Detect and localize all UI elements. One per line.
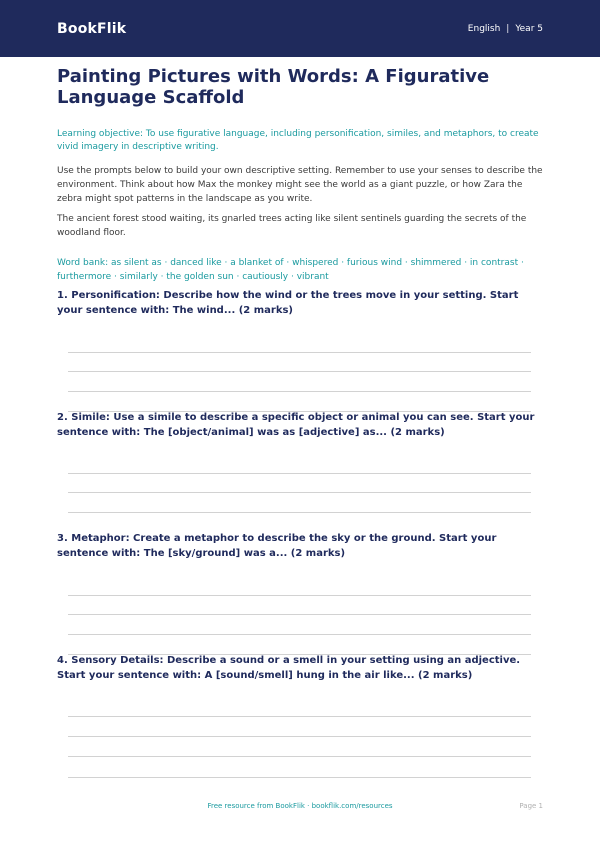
answer-line[interactable] (68, 352, 531, 353)
answer-line[interactable] (68, 634, 531, 635)
answer-line[interactable] (68, 716, 531, 717)
page-footer (0, 802, 600, 814)
answer-line[interactable] (68, 756, 531, 757)
word-bank: Word bank: as silent as · danced like · a blanket of · whispered · furious wind · shimmered · in contrast · furthermore · similarly · the golden sun · cautiously · vibrant (57, 258, 524, 282)
answer-line[interactable] (68, 736, 531, 737)
subject-label: English (467, 23, 501, 34)
question-prompt: 2. Simile: Use a simile to describe a specific object or animal you can see. Start your sentence with: The [object/animal] was as [adjective] as... (2 marks) (57, 412, 535, 438)
learning-objective: Learning objective: To use figurative language, including personification, similes, and metaphors, to create vivid imagery in descriptive writing. (57, 129, 539, 152)
answer-line[interactable] (68, 614, 531, 615)
question-prompt: 4. Sensory Details: Describe a sound or a smell in your setting using an adjective. Start your sentence with: A [sound/smell] hung in the air like... (2 marks) (57, 655, 521, 681)
footer-resource-link[interactable]: Free resource from BookFlik · bookflik.com/resources (207, 802, 393, 810)
answer-line[interactable] (68, 391, 531, 392)
question-prompt: 1. Personification: Describe how the wind or the trees move in your setting. Start your sentence with: The wind... (2 marks) (57, 290, 519, 316)
answer-line[interactable] (68, 371, 531, 372)
question-1 (57, 289, 543, 409)
header-meta (468, 24, 543, 34)
answer-line[interactable] (68, 473, 531, 474)
brand-logo[interactable]: BookFlik (57, 20, 127, 37)
question-prompt: 3. Metaphor: Create a metaphor to describe the sky or the ground. Start your sentence with: The [sky/ground] was a... (2 marks) (57, 533, 497, 559)
year-label: Year 5 (515, 23, 543, 34)
answer-line[interactable] (68, 492, 531, 493)
answer-line[interactable] (68, 777, 531, 778)
model-sentence: The ancient forest stood waiting, its gnarled trees acting like silent sentinels guarding the secrets of the woodland floor. (57, 214, 527, 238)
header-bar (0, 0, 600, 57)
question-3 (57, 532, 543, 642)
page-title: Painting Pictures with Words: A Figurative Language Scaffold (57, 66, 490, 108)
answer-line[interactable] (68, 512, 531, 513)
question-4 (57, 654, 543, 784)
intro-section (57, 66, 543, 284)
page-number: Page 1 (519, 802, 543, 810)
meta-separator: | (506, 23, 510, 34)
question-2 (57, 411, 543, 521)
instructions: Use the prompts below to build your own descriptive setting. Remember to use your senses to describe the environment. Think about how Max the monkey might see the world as a giant puzzle, or how Zara the zebra might spot patterns in the landscape as you write. (57, 166, 543, 204)
answer-line[interactable] (68, 595, 531, 596)
